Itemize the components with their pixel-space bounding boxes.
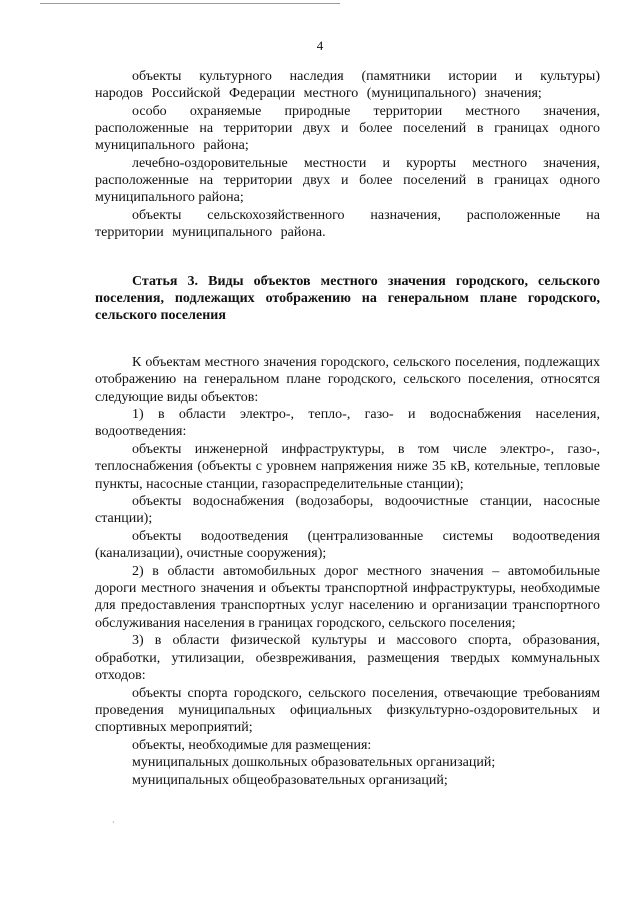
scan-speck: · (112, 818, 115, 827)
paragraph-health-resorts: лечебно-оздоровительные местности и курорты местного значения, расположенные на территории двух и более поселений в границах одного муниципального района; (95, 156, 600, 206)
paragraph-item-3-sport: 3) в области физической культуры и массового спорта, образования, обработки, утилизации, обезвреживания, размещения твердых коммунальных отходов: (95, 633, 600, 683)
paragraph-preschool: муниципальных дошкольных образовательных организаций; (132, 755, 496, 771)
paragraph-item-2-roads: 2) в области автомобильных дорог местного значения – автомобильные дороги местного значения и объекты транспортной инфраструктуры, необходимые для предоставления транспортных услуг населению и организации транспортного обслуживания населения в границах городского, сельского поселения; (95, 564, 600, 631)
paragraph-general-education: муниципальных общеобразовательных организаций; (132, 773, 448, 789)
paragraph-protected-territories: особо охраняемые природные территории местного значения, расположенные на территории двух и более поселений в границах одного муниципального района; (95, 103, 600, 154)
paragraph-engineering: объекты инженерной инфраструктуры, в том числе электро-, газо-, теплоснабжения (объекты с уровнем напряжения ниже 35 кВ, котельные, тепловые пункты, насосные станции, газораспределительные станции); (95, 442, 600, 492)
document-body (95, 68, 600, 789)
paragraph-sport-objects: объекты спорта городского, сельского поселения, отвечающие требованиям проведения муниципальных официальных физкультурно-оздоровительных и спортивных мероприятий; (95, 685, 600, 735)
page-number: 4 (316, 38, 324, 53)
top-rule-divider (40, 3, 340, 4)
paragraph-intro: К объектам местного значения городского, сельского поселения, подлежащих отображению на генеральном плане городского, сельского поселения, относятся следующие виды объектов: (95, 355, 600, 405)
paragraph-item-1: 1) в области электро-, тепло-, газо- и водоснабжения населения, водоотведения: (95, 407, 600, 440)
paragraph-agricultural-objects: объекты сельскохозяйственного назначения, расположенные на территории муниципального района. (95, 208, 600, 241)
article-3-title: Статья 3. Виды объектов местного значения городского, сельского поселения, подлежащих отображению на генеральном плане городского, сельского поселения (95, 273, 600, 323)
paragraph-placement-objects: объекты, необходимые для размещения: (132, 737, 372, 753)
paragraph-water-supply: объекты водоснабжения (водозаборы, водоочистные станции, насосные станции); (95, 494, 600, 527)
paragraph-sewerage: объекты водоотведения (централизованные системы водоотведения (канализации), очистные сооружения); (95, 529, 600, 562)
paragraph-cultural-heritage: объекты культурного наследия (памятники истории и культуры) народов Российской Федерации местного (муниципального) значения; (95, 69, 600, 102)
